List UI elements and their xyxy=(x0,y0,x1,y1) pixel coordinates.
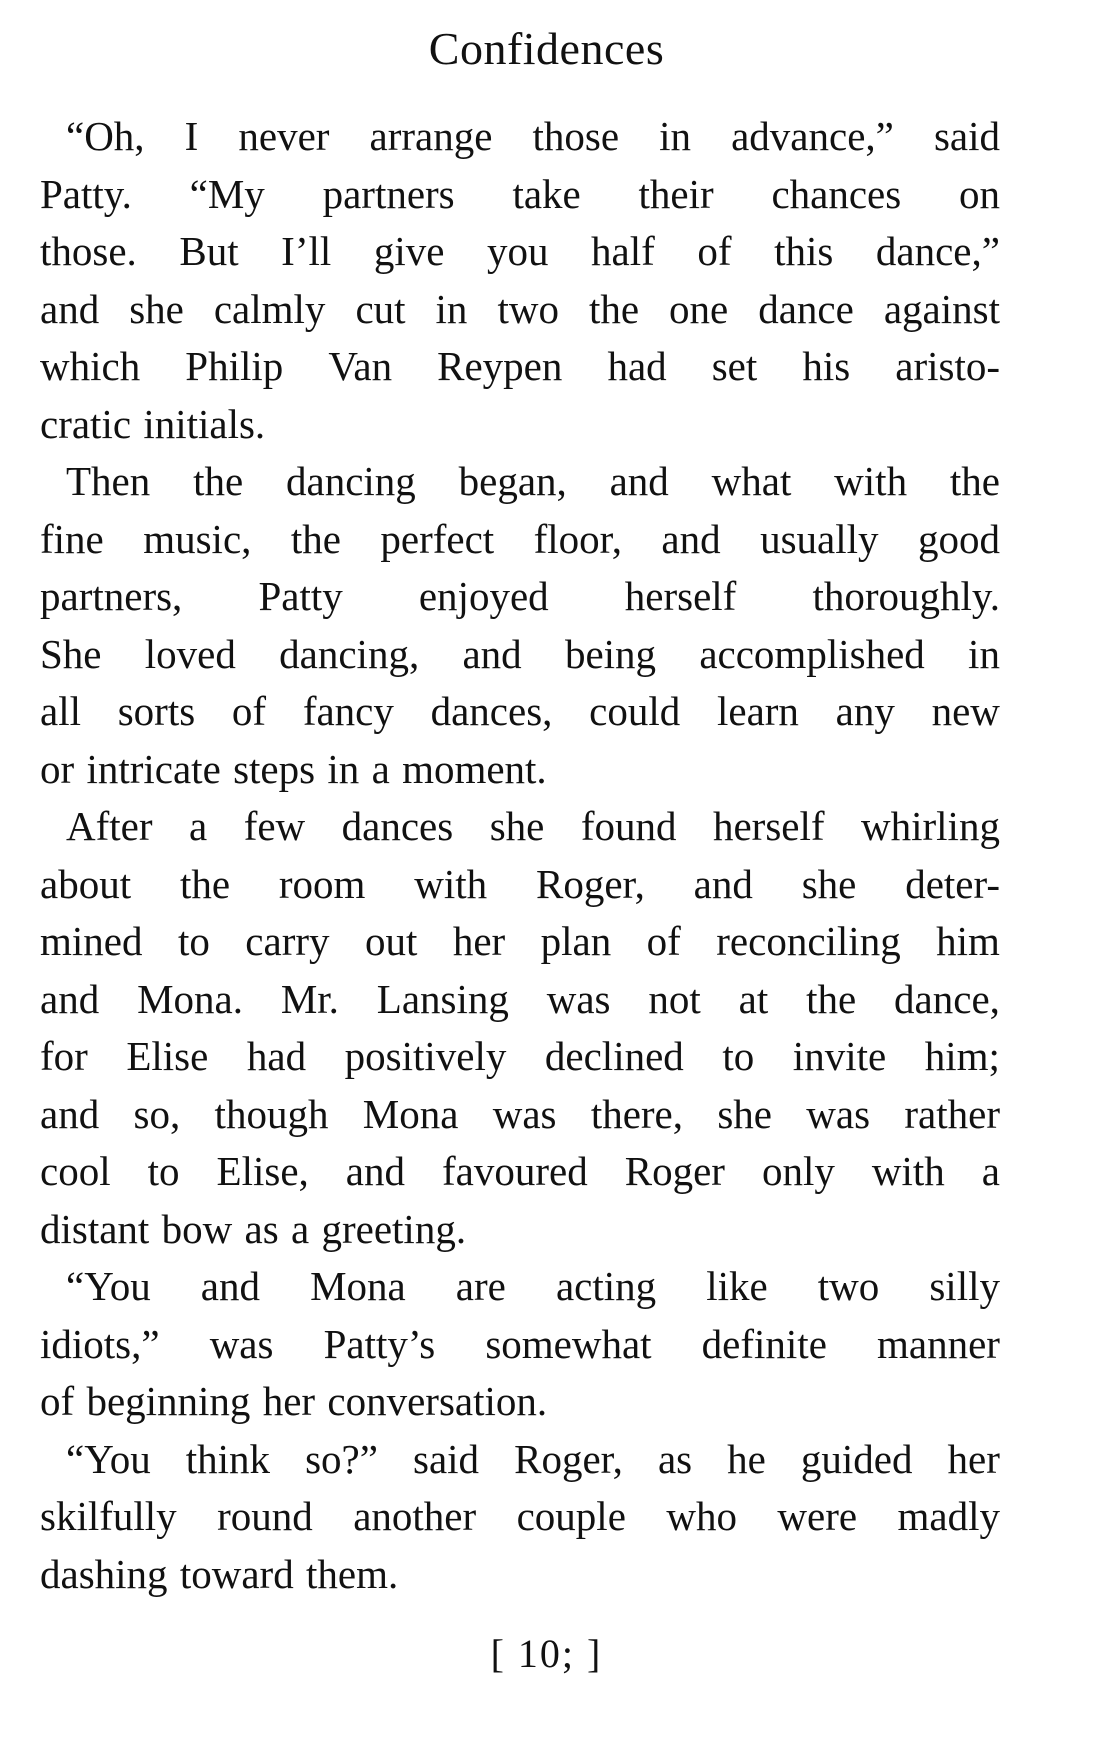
word: a xyxy=(189,803,208,849)
word: began, xyxy=(458,458,567,504)
word: greeting. xyxy=(321,1205,467,1252)
word: bow xyxy=(161,1205,233,1252)
word: what xyxy=(711,458,792,504)
word: perfect xyxy=(380,515,495,562)
word: Patty’s xyxy=(323,1320,436,1367)
word: round xyxy=(217,1493,313,1539)
word: whirling xyxy=(861,803,1000,849)
word: dances xyxy=(341,803,454,849)
word: and xyxy=(661,515,721,562)
text-line xyxy=(40,741,1000,799)
word: fine xyxy=(40,515,104,562)
word: was xyxy=(546,975,611,1022)
word: steps xyxy=(233,745,316,792)
text-line xyxy=(40,683,1000,741)
text-line xyxy=(40,396,1000,454)
word: her xyxy=(947,1435,1000,1482)
word: any xyxy=(835,688,895,734)
word: to xyxy=(177,918,210,964)
word: her xyxy=(262,1378,316,1424)
word: about xyxy=(40,860,132,907)
word: music, xyxy=(143,515,252,562)
word: the xyxy=(193,458,244,504)
word: But xyxy=(179,228,239,274)
word: in xyxy=(435,285,468,332)
word: partners, xyxy=(40,573,183,619)
word: and xyxy=(200,1263,260,1309)
text-line xyxy=(40,108,1000,166)
word: favoured xyxy=(442,1148,588,1194)
word: so, xyxy=(133,1090,181,1137)
word: distant xyxy=(40,1205,150,1252)
word: one xyxy=(669,285,729,332)
text-line xyxy=(40,1086,1000,1144)
word: found xyxy=(580,803,677,849)
word: had xyxy=(246,1033,307,1079)
word: Reypen xyxy=(437,343,563,389)
word: deter- xyxy=(905,860,1000,907)
word: somewhat xyxy=(485,1320,652,1367)
word: there, xyxy=(590,1090,684,1137)
word: Mr. xyxy=(280,975,339,1022)
word: definite xyxy=(701,1320,827,1367)
word: new xyxy=(931,688,1000,734)
word: idiots,” xyxy=(40,1320,160,1367)
word: cratic xyxy=(40,400,132,447)
word: cut xyxy=(355,285,406,332)
word: floor, xyxy=(533,515,622,562)
word: who xyxy=(666,1493,737,1539)
word: and xyxy=(40,975,100,1022)
word: conversation. xyxy=(327,1378,548,1424)
word: “You xyxy=(66,1263,151,1309)
word: dance,” xyxy=(875,228,1000,274)
text-line xyxy=(40,166,1000,224)
word: so?” xyxy=(305,1435,378,1482)
word: two xyxy=(817,1263,880,1309)
word: could xyxy=(589,688,681,734)
text-line xyxy=(40,1488,1000,1546)
word: Roger, xyxy=(536,860,645,907)
word: carry xyxy=(245,918,330,964)
word: said xyxy=(933,113,1000,159)
word: in xyxy=(968,630,1000,677)
word: moment. xyxy=(402,745,547,792)
word: Mona xyxy=(362,1090,459,1137)
word: Elise xyxy=(126,1033,209,1079)
word: them. xyxy=(306,1550,399,1597)
word: not xyxy=(648,975,701,1022)
word: Roger, xyxy=(514,1435,623,1482)
text-line xyxy=(40,568,1000,626)
word: as xyxy=(244,1205,279,1252)
word: learn xyxy=(716,688,799,734)
word: herself xyxy=(624,573,737,619)
word: like xyxy=(706,1263,768,1309)
word: Roger xyxy=(624,1148,725,1194)
word: at xyxy=(738,975,769,1022)
word: “Oh, xyxy=(66,113,145,159)
word: with xyxy=(871,1148,945,1194)
word: thoroughly. xyxy=(812,573,1000,619)
word: plan xyxy=(540,918,612,964)
word: reconciling xyxy=(716,918,901,964)
text-line xyxy=(40,453,1000,511)
word: Mona. xyxy=(137,975,243,1022)
word: she xyxy=(801,860,857,907)
word: think xyxy=(185,1435,271,1482)
word: toward xyxy=(179,1550,294,1597)
word: few xyxy=(243,803,306,849)
text-line xyxy=(40,856,1000,914)
word: advance,” xyxy=(731,113,894,159)
word: to xyxy=(722,1033,755,1079)
word: arrange xyxy=(369,113,493,159)
word: those xyxy=(532,113,620,159)
word: you xyxy=(486,228,549,274)
word: Philip xyxy=(185,343,284,389)
word: and xyxy=(40,1090,100,1137)
text-line xyxy=(40,338,1000,396)
word: I xyxy=(184,113,199,159)
word: and xyxy=(609,458,669,504)
word: room xyxy=(278,860,366,907)
word: dance, xyxy=(894,975,1000,1022)
text-line xyxy=(40,1028,1000,1086)
word: or xyxy=(40,745,75,792)
word: dancing, xyxy=(279,630,420,677)
word: aristo- xyxy=(895,343,1000,389)
text-line xyxy=(40,626,1000,684)
text-line xyxy=(40,798,1000,856)
body-text xyxy=(40,108,1000,1603)
word: she xyxy=(489,803,545,849)
word: and xyxy=(40,285,100,332)
word: take xyxy=(512,170,581,217)
text-line xyxy=(40,223,1000,281)
word: Elise, xyxy=(216,1148,309,1194)
word: those. xyxy=(40,228,137,274)
word: the xyxy=(290,515,341,562)
word: being xyxy=(564,630,657,677)
word: and xyxy=(693,860,753,907)
word: loved xyxy=(144,630,236,677)
word: to xyxy=(147,1148,180,1194)
text-line xyxy=(40,1201,1000,1259)
word: dancing xyxy=(286,458,416,504)
word: partners xyxy=(322,170,455,217)
word: was xyxy=(492,1090,557,1137)
word: Mona xyxy=(310,1263,406,1309)
word: declined xyxy=(544,1033,684,1079)
word: “You xyxy=(66,1435,151,1482)
word: positively xyxy=(344,1033,507,1079)
text-line xyxy=(40,281,1000,339)
word: Then xyxy=(66,458,151,504)
word: After xyxy=(66,803,153,849)
word: only xyxy=(761,1148,835,1194)
word: acting xyxy=(555,1263,657,1309)
word: usually xyxy=(760,515,879,562)
word: chances xyxy=(771,170,902,217)
word: never xyxy=(238,113,330,159)
word: Van xyxy=(328,343,393,389)
word: guided xyxy=(800,1435,913,1482)
word: skilfully xyxy=(40,1493,177,1539)
word: for xyxy=(40,1033,88,1079)
word: their xyxy=(638,170,714,217)
word: another xyxy=(353,1493,477,1539)
word: “My xyxy=(189,170,265,217)
word: the xyxy=(806,975,857,1022)
word: invite xyxy=(792,1033,887,1079)
word: against xyxy=(883,285,1000,332)
word: beginning xyxy=(86,1378,251,1424)
page-number: [ 10; ] xyxy=(490,1631,603,1676)
word: and xyxy=(462,630,522,677)
word: was xyxy=(209,1320,274,1367)
word: manner xyxy=(877,1320,1000,1367)
word: rather xyxy=(904,1090,1000,1137)
word: him xyxy=(936,918,1000,964)
text-line xyxy=(40,913,1000,971)
text-line xyxy=(40,1316,1000,1374)
word: accomplished xyxy=(699,630,925,677)
word: of xyxy=(231,688,267,734)
word: which xyxy=(40,343,141,389)
word: madly xyxy=(897,1493,1000,1539)
word: the xyxy=(179,860,231,907)
word: dance xyxy=(758,285,854,332)
word: of xyxy=(697,228,732,274)
word: were xyxy=(777,1493,858,1539)
word: a xyxy=(981,1148,1000,1194)
text-line xyxy=(40,1143,1000,1201)
word: half xyxy=(591,228,655,274)
word: give xyxy=(373,228,445,274)
word: intricate xyxy=(86,745,221,792)
word: couple xyxy=(516,1493,626,1539)
word: with xyxy=(414,860,488,907)
word: and xyxy=(345,1148,405,1194)
word: his xyxy=(802,343,851,389)
word: out xyxy=(364,918,418,964)
word: with xyxy=(834,458,908,504)
word: are xyxy=(455,1263,506,1309)
text-line xyxy=(40,1431,1000,1489)
word: this xyxy=(774,228,834,274)
word: in xyxy=(327,745,360,792)
word: a xyxy=(371,745,390,792)
text-line xyxy=(40,1546,1000,1604)
word: She xyxy=(40,630,102,677)
word: dances, xyxy=(430,688,553,734)
text-line xyxy=(40,1258,1000,1316)
word: said xyxy=(413,1435,480,1482)
word: initials. xyxy=(143,400,266,447)
word: as xyxy=(657,1435,693,1482)
word: Patty xyxy=(258,573,343,619)
word: two xyxy=(497,285,559,332)
word: cool xyxy=(40,1148,111,1194)
word: of xyxy=(40,1378,75,1424)
word: though xyxy=(214,1090,329,1137)
word: she xyxy=(717,1090,772,1137)
word: Lansing xyxy=(376,975,509,1022)
word: Patty. xyxy=(40,170,132,217)
word: the xyxy=(949,458,1000,504)
word: enjoyed xyxy=(418,573,549,619)
word: good xyxy=(917,515,1000,562)
word: she xyxy=(129,285,184,332)
word: was xyxy=(806,1090,871,1137)
word: herself xyxy=(712,803,825,849)
word: of xyxy=(646,918,681,964)
word: a xyxy=(290,1205,310,1252)
word: dashing xyxy=(40,1550,168,1597)
word: all xyxy=(40,688,81,734)
text-line xyxy=(40,971,1000,1029)
word: set xyxy=(711,343,758,389)
word: sorts xyxy=(117,688,196,734)
word: calmly xyxy=(213,285,326,332)
word: in xyxy=(659,113,692,159)
word: on xyxy=(958,170,1000,217)
word: him; xyxy=(924,1033,1000,1079)
running-head: Confidences xyxy=(428,23,665,74)
word: the xyxy=(588,285,640,332)
word: her xyxy=(452,918,506,964)
word: he xyxy=(727,1435,766,1482)
text-line xyxy=(40,1373,1000,1431)
word: I’ll xyxy=(281,228,332,274)
text-line xyxy=(40,511,1000,569)
word: silly xyxy=(929,1263,1000,1309)
word: fancy xyxy=(302,688,394,734)
word: mined xyxy=(40,918,143,964)
word: had xyxy=(607,343,667,389)
